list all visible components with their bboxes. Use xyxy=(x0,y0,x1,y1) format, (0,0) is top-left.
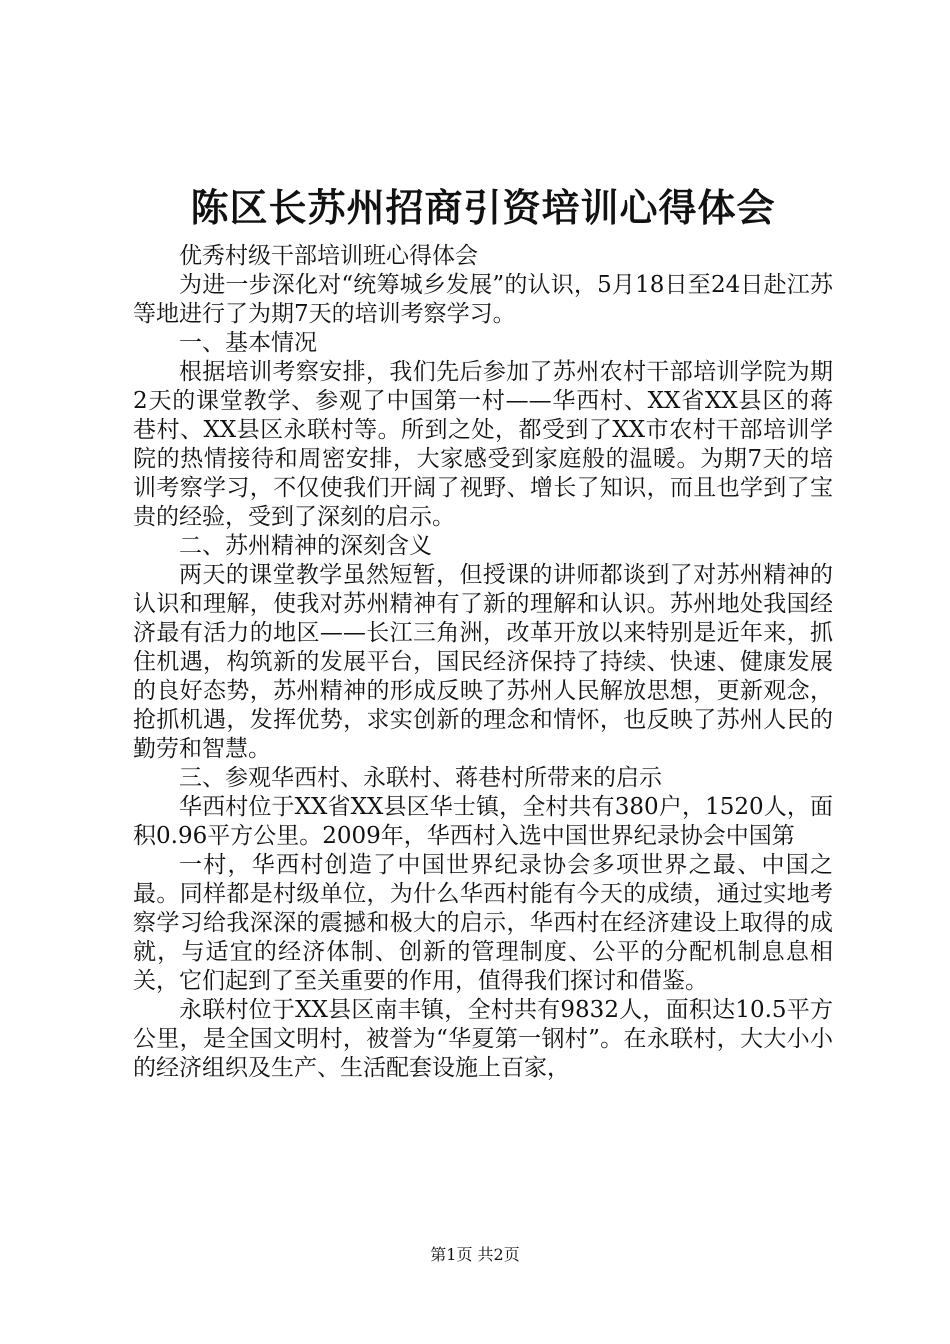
paragraph-huaxi-details: 一村，华西村创造了中国世界纪录协会多项世界之最、中国之最。同样都是村级单位，为什么华西村能有今天的成绩，通过实地考察学习给我深深的震撼和极大的启示，华西村在经济建设上取得的成就，与适宜的经济体制、创新的管理制度、公平的分配机制息息相关，它们起到了至关重要的作用，值得我们探讨和借鉴。 xyxy=(133,852,833,994)
heading-suzhou-spirit: 二、苏州精神的深刻含义 xyxy=(179,533,432,559)
document-title: 陈区长苏州招商引资培训心得体会 xyxy=(190,185,776,230)
paragraph-yonglian: 永联村位于XX县区南丰镇，全村共有9832人，面积达10.5平方公里，是全国文明村，被誉为“华夏第一钢村”。在永联村，大大小小的经济组织及生产、生活配套设施上百家， xyxy=(133,997,833,1081)
paragraph-huaxi-intro: 华西村位于XX省XX县区华士镇，全村共有380户，1520人，面积0.96平方公里。2009年，华西村入选中国世界纪录协会中国第 xyxy=(133,794,833,849)
heading-basic-situation: 一、基本情况 xyxy=(179,330,317,356)
paragraph-intro: 为进一步深化对“统筹城乡发展”的认识，5月18日至24日赴江苏等地进行了为期7天的培训考察学习。 xyxy=(133,272,833,327)
page-footer: 第1页 共2页 xyxy=(430,1245,520,1264)
document-page xyxy=(133,180,833,1083)
paragraph-subtitle: 优秀村级干部培训班心得体会 xyxy=(179,243,478,269)
heading-village-visits: 三、参观华西村、永联村、蒋巷村所带来的启示 xyxy=(179,765,662,791)
paragraph-suzhou-spirit: 两天的课堂教学虽然短暂，但授课的讲师都谈到了对苏州精神的认识和理解，使我对苏州精神有了新的理解和认识。苏州地处我国经济最有活力的地区——长江三角洲，改革开放以来特别是近年来，抓住机遇，构筑新的发展平台，国民经济保持了持续、快速、健康发展的良好态势，苏州精神的形成反映了苏州人民解放思想，更新观念，抢抓机遇，发挥优势，求实创新的理念和情怀，也反映了苏州人民的勤劳和智慧。 xyxy=(133,562,833,762)
paragraph-basic-situation: 根据培训考察安排，我们先后参加了苏州农村干部培训学院为期2天的课堂教学、参观了中国第一村——华西村、XX省XX县区的蒋巷村、XX县区永联村等。所到之处，都受到了XX市农村干部培训学院的热情接待和周密安排，大家感受到家庭般的温暖。为期7天的培训考察学习，不仅使我们开阔了视野、增长了知识，而且也学到了宝贵的经验，受到了深刻的启示。 xyxy=(133,359,833,530)
